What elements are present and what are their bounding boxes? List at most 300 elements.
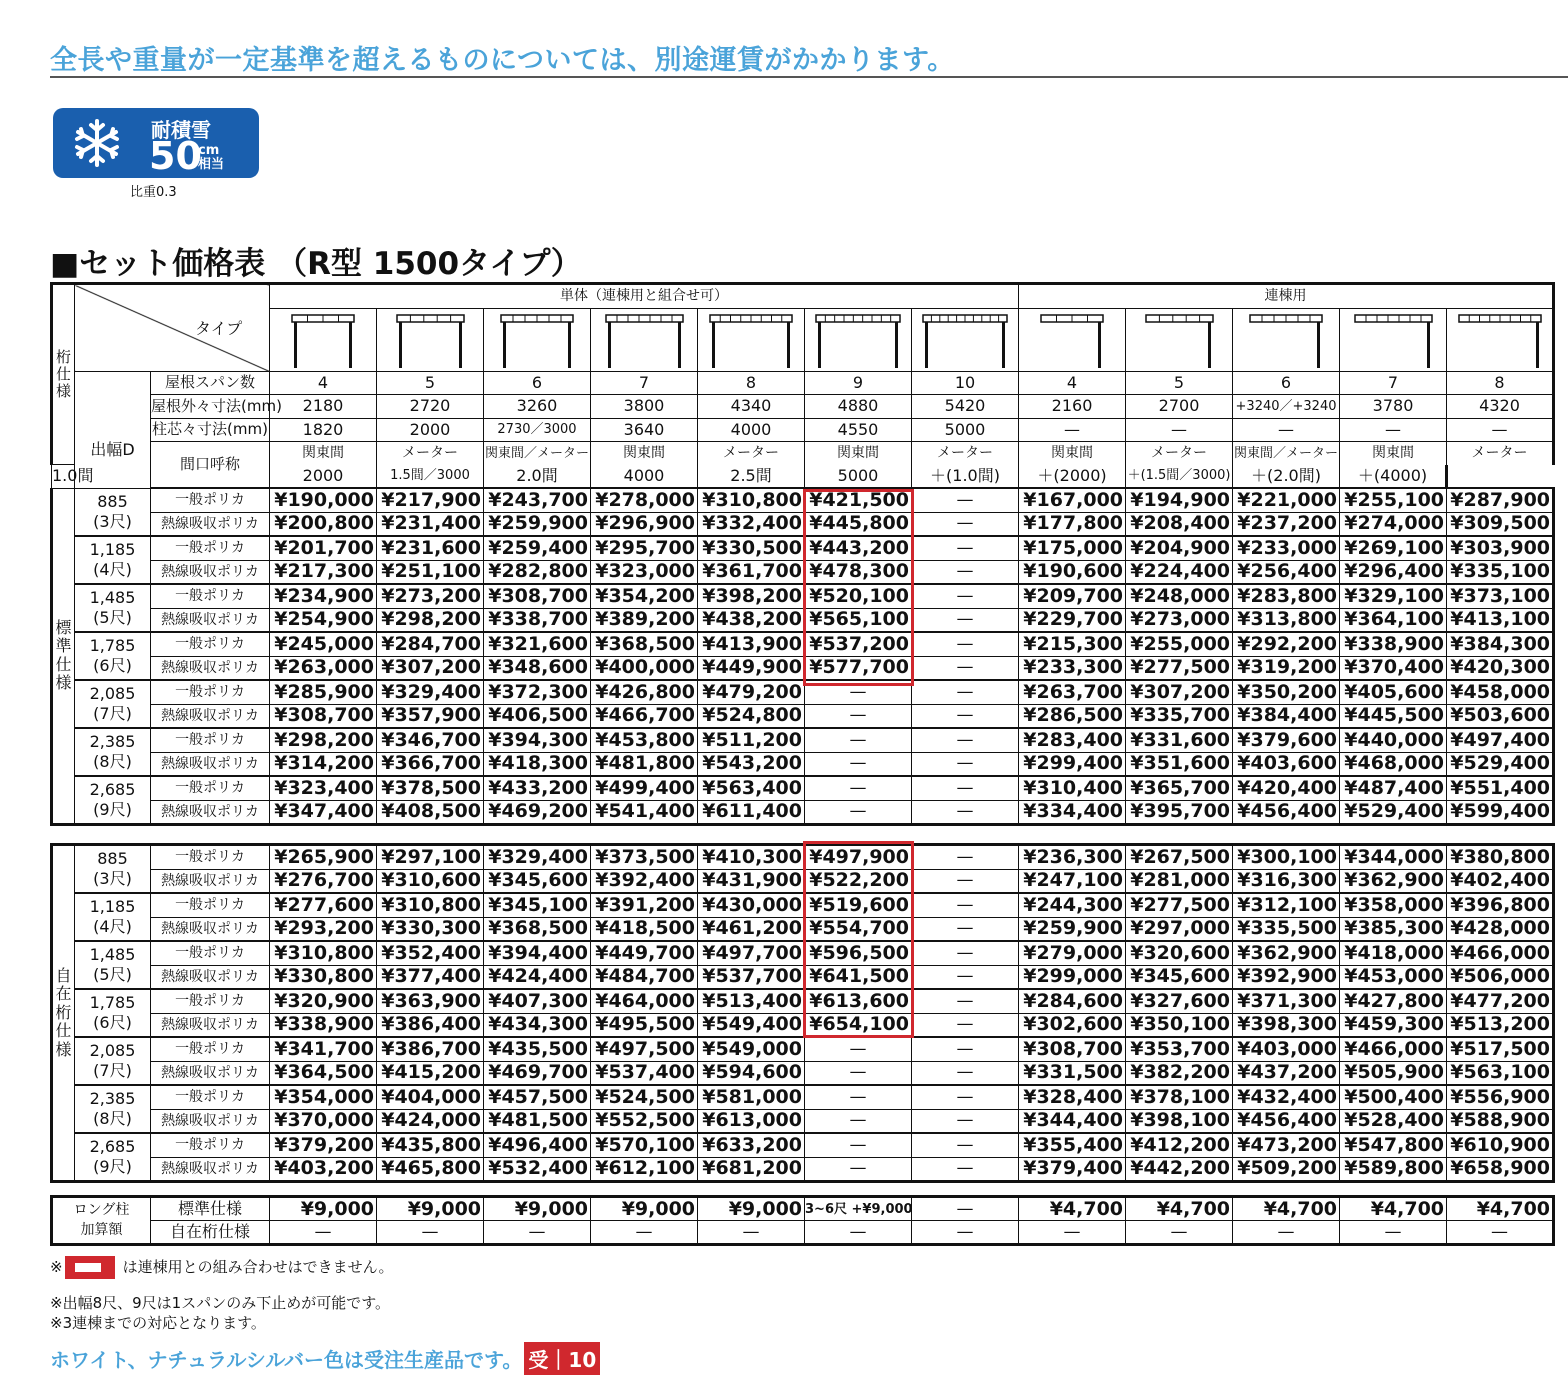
price-cell: ¥379,400 — [1019, 1157, 1126, 1182]
material-label: 一般ポリカ — [151, 776, 270, 800]
empty-cell: — — [805, 1061, 912, 1085]
empty-cell: — — [912, 845, 1019, 870]
price-cell: ¥298,200 — [270, 728, 377, 752]
price-cell: ¥506,000 — [1447, 965, 1554, 989]
header-value: 5000 — [912, 418, 1019, 442]
price-cell: ¥449,700 — [591, 941, 698, 965]
price-cell: ¥529,400 — [1447, 752, 1554, 776]
price-cell: ¥443,200 — [805, 536, 912, 560]
price-cell: ¥570,100 — [591, 1133, 698, 1157]
table-row — [52, 752, 1554, 776]
price-cell: ¥513,400 — [698, 989, 805, 1013]
price-cell: ¥335,500 — [1233, 917, 1340, 941]
price-cell: ¥370,000 — [270, 1109, 377, 1133]
price-cell: ¥338,900 — [270, 1013, 377, 1037]
price-cell: ¥420,400 — [1233, 776, 1340, 800]
price-cell: ¥421,500 — [805, 488, 912, 512]
price-cell: ¥552,500 — [591, 1109, 698, 1133]
price-cell: ¥495,500 — [591, 1013, 698, 1037]
price-cell: ¥320,600 — [1126, 941, 1233, 965]
material-label: 一般ポリカ — [151, 1085, 270, 1109]
price-cell: ¥231,400 — [377, 512, 484, 536]
price-cell: ¥308,700 — [1019, 1037, 1126, 1061]
header-value: 2000 — [377, 418, 484, 442]
empty-cell: — — [805, 1085, 912, 1109]
price-cell: ¥338,900 — [1340, 632, 1447, 656]
price-cell: ¥529,400 — [1340, 800, 1447, 825]
price-cell: ¥581,000 — [698, 1085, 805, 1109]
price-cell: ¥279,000 — [1019, 941, 1126, 965]
material-label: 熱線吸収ポリカ — [151, 965, 270, 989]
price-cell: ¥453,000 — [1340, 965, 1447, 989]
header-value: 3640 — [591, 418, 698, 442]
price-cell: ¥402,400 — [1447, 869, 1554, 893]
header-value: 4880 — [805, 395, 912, 419]
type-icon — [270, 308, 377, 371]
type-icon — [1233, 308, 1340, 371]
header-value: +3240／+3240 — [1233, 395, 1340, 419]
price-cell: ¥344,400 — [1019, 1109, 1126, 1133]
empty-cell: — — [912, 776, 1019, 800]
price-cell: ¥415,200 — [377, 1061, 484, 1085]
header-value: — — [1340, 418, 1447, 442]
material-label: 熱線吸収ポリカ — [151, 1013, 270, 1037]
empty-cell: — — [1126, 1221, 1233, 1245]
price-cell: ¥281,000 — [1126, 869, 1233, 893]
red-box-legend — [65, 1256, 115, 1279]
price-cell: ¥297,000 — [1126, 917, 1233, 941]
price-cell: ¥319,200 — [1233, 656, 1340, 680]
header-value: 1820 — [270, 418, 377, 442]
price-cell: ¥200,800 — [270, 512, 377, 536]
price-cell: ¥478,300 — [805, 560, 912, 584]
price-cell: ¥247,100 — [1019, 869, 1126, 893]
price-cell: ¥469,700 — [484, 1061, 591, 1085]
material-label: 熱線吸収ポリカ — [151, 1109, 270, 1133]
price-cell: ¥224,400 — [1126, 560, 1233, 584]
price-cell: ¥368,500 — [591, 632, 698, 656]
price-cell: ¥347,400 — [270, 800, 377, 825]
empty-cell: — — [1340, 1221, 1447, 1245]
type-icon — [591, 308, 698, 371]
price-cell: ¥520,100 — [805, 584, 912, 608]
depth-size: 1,485 (5尺) — [75, 941, 151, 989]
price-cell: ¥408,500 — [377, 800, 484, 825]
price-cell: ¥4,700 — [1126, 1197, 1233, 1221]
price-cell: ¥217,900 — [377, 488, 484, 512]
frontage-bottom: 2.5間 — [698, 465, 805, 489]
price-cell: ¥297,100 — [377, 845, 484, 870]
price-cell: ¥537,400 — [591, 1061, 698, 1085]
price-cell: ¥321,600 — [484, 632, 591, 656]
price-cell: ¥424,400 — [484, 965, 591, 989]
price-cell: ¥497,500 — [591, 1037, 698, 1061]
price-cell: ¥4,700 — [1340, 1197, 1447, 1221]
frontage-top: 関東間 — [270, 442, 377, 465]
empty-cell: — — [805, 704, 912, 728]
depth-size: 2,385 (8尺) — [75, 1085, 151, 1133]
price-cell: ¥468,000 — [1340, 752, 1447, 776]
price-cell: ¥329,100 — [1340, 584, 1447, 608]
empty-cell: — — [912, 965, 1019, 989]
material-label: 一般ポリカ — [151, 728, 270, 752]
table-row — [52, 728, 1554, 752]
price-cell: ¥378,100 — [1126, 1085, 1233, 1109]
price-cell: ¥459,300 — [1340, 1013, 1447, 1037]
price-cell: ¥345,100 — [484, 893, 591, 917]
price-cell: ¥541,400 — [591, 800, 698, 825]
price-cell: ¥394,400 — [484, 941, 591, 965]
price-cell: ¥245,000 — [270, 632, 377, 656]
price-cell: ¥551,400 — [1447, 776, 1554, 800]
price-cell: ¥430,000 — [698, 893, 805, 917]
price-cell: ¥204,900 — [1126, 536, 1233, 560]
price-cell: ¥403,000 — [1233, 1037, 1340, 1061]
price-cell: ¥283,400 — [1019, 728, 1126, 752]
price-cell: ¥363,900 — [377, 989, 484, 1013]
price-cell: ¥424,000 — [377, 1109, 484, 1133]
material-label: 一般ポリカ — [151, 893, 270, 917]
price-cell: ¥509,200 — [1233, 1157, 1340, 1182]
price-cell: ¥384,400 — [1233, 704, 1340, 728]
price-cell: ¥309,500 — [1447, 512, 1554, 536]
price-cell: ¥426,800 — [591, 680, 698, 704]
price-cell: ¥277,500 — [1126, 656, 1233, 680]
snow-load-badge — [53, 108, 259, 178]
price-cell: ¥481,800 — [591, 752, 698, 776]
frontage-top: 関東間 — [1019, 442, 1126, 465]
empty-cell: — — [912, 941, 1019, 965]
price-cell: ¥420,300 — [1447, 656, 1554, 680]
type-icon — [484, 308, 591, 371]
price-cell: ¥351,600 — [1126, 752, 1233, 776]
header-value: — — [1233, 418, 1340, 442]
price-cell: ¥310,400 — [1019, 776, 1126, 800]
empty-cell: — — [484, 1221, 591, 1245]
header-value: 3800 — [591, 395, 698, 419]
empty-cell: — — [912, 869, 1019, 893]
price-cell: ¥464,000 — [591, 989, 698, 1013]
depth-size: 2,685 (9尺) — [75, 1133, 151, 1182]
type-icon — [1447, 308, 1554, 371]
price-cell: ¥323,000 — [591, 560, 698, 584]
table-row — [52, 893, 1554, 917]
price-cell: ¥310,800 — [377, 893, 484, 917]
table-row — [52, 608, 1554, 632]
empty-cell: — — [912, 1061, 1019, 1085]
empty-cell: — — [912, 893, 1019, 917]
price-cell: ¥487,400 — [1340, 776, 1447, 800]
table-row — [52, 989, 1554, 1013]
frontage-top: 関東間／メーター — [1233, 442, 1340, 465]
price-cell: ¥496,400 — [484, 1133, 591, 1157]
price-cell: ¥403,600 — [1233, 752, 1340, 776]
price-cell: ¥283,800 — [1233, 584, 1340, 608]
type-icon — [1126, 308, 1233, 371]
price-cell: ¥329,400 — [377, 680, 484, 704]
price-cell: ¥394,300 — [484, 728, 591, 752]
price-cell: ¥233,000 — [1233, 536, 1340, 560]
price-cell: ¥522,200 — [805, 869, 912, 893]
empty-cell: — — [912, 1157, 1019, 1182]
price-cell: ¥308,700 — [270, 704, 377, 728]
price-cell: ¥641,500 — [805, 965, 912, 989]
long-post-label: ロング柱 加算額 — [52, 1197, 151, 1245]
price-cell: ¥437,200 — [1233, 1061, 1340, 1085]
depth-size: 2,685 (9尺) — [75, 776, 151, 825]
price-cell: ¥346,700 — [377, 728, 484, 752]
empty-cell: — — [270, 1221, 377, 1245]
price-cell: ¥307,200 — [1126, 680, 1233, 704]
empty-cell: — — [912, 1037, 1019, 1061]
table-row — [52, 560, 1554, 584]
price-cell: ¥215,300 — [1019, 632, 1126, 656]
price-cell: ¥208,400 — [1126, 512, 1233, 536]
price-cell: ¥528,400 — [1340, 1109, 1447, 1133]
price-cell: ¥361,700 — [698, 560, 805, 584]
group-single-header: 単体（連棟用と組合せ可） — [270, 284, 1019, 309]
empty-cell: — — [1447, 1221, 1554, 1245]
price-cell: ¥611,400 — [698, 800, 805, 825]
price-cell: ¥565,100 — [805, 608, 912, 632]
price-cell: ¥433,200 — [484, 776, 591, 800]
price-cell: ¥4,700 — [1233, 1197, 1340, 1221]
price-cell: ¥427,800 — [1340, 989, 1447, 1013]
price-cell: ¥314,200 — [270, 752, 377, 776]
empty-cell: — — [805, 1109, 912, 1133]
price-cell: ¥589,800 — [1340, 1157, 1447, 1182]
price-table-free — [50, 843, 1555, 1183]
price-cell: ¥373,500 — [591, 845, 698, 870]
empty-cell: — — [912, 704, 1019, 728]
price-cell: ¥190,600 — [1019, 560, 1126, 584]
note-combination: ※ は連棟用との組み合わせはできません。 — [50, 1256, 393, 1279]
price-cell: ¥497,400 — [1447, 728, 1554, 752]
material-label: 熱線吸収ポリカ — [151, 704, 270, 728]
price-cell: ¥456,400 — [1233, 1109, 1340, 1133]
header-value: 7 — [591, 371, 698, 395]
price-cell: ¥332,400 — [698, 512, 805, 536]
order-badge: 受｜10 — [524, 1342, 600, 1375]
table-row — [52, 632, 1554, 656]
frontage-bottom: ＋(1.0間) — [912, 465, 1019, 489]
depth-size: 1,485 (5尺) — [75, 584, 151, 632]
price-cell: ¥497,900 — [805, 845, 912, 870]
table-row — [52, 845, 1554, 870]
empty-cell: — — [805, 1037, 912, 1061]
table-row — [52, 965, 1554, 989]
empty-cell: — — [912, 800, 1019, 825]
price-cell: ¥410,300 — [698, 845, 805, 870]
table-row — [52, 1221, 1554, 1245]
price-cell: ¥276,700 — [270, 869, 377, 893]
price-cell: ¥323,400 — [270, 776, 377, 800]
price-cell: ¥403,200 — [270, 1157, 377, 1182]
depth-size: 1,185 (4尺) — [75, 893, 151, 941]
price-cell: ¥457,500 — [484, 1085, 591, 1109]
empty-cell: — — [912, 488, 1019, 512]
price-cell: ¥300,100 — [1233, 845, 1340, 870]
price-cell: ¥385,300 — [1340, 917, 1447, 941]
empty-cell: — — [805, 680, 912, 704]
header-value: 7 — [1340, 371, 1447, 395]
price-cell: ¥543,200 — [698, 752, 805, 776]
empty-cell: — — [591, 1221, 698, 1245]
note-bays: ※3連棟までの対応となります。 — [50, 1314, 266, 1332]
price-cell: ¥537,200 — [805, 632, 912, 656]
price-cell: ¥296,400 — [1340, 560, 1447, 584]
price-cell: ¥338,700 — [484, 608, 591, 632]
type-icon — [1019, 308, 1126, 371]
price-cell: ¥4,700 — [1019, 1197, 1126, 1221]
price-cell: ¥517,500 — [1447, 1037, 1554, 1061]
material-label: 一般ポリカ — [151, 632, 270, 656]
price-cell: ¥327,600 — [1126, 989, 1233, 1013]
frontage-bottom: 2.0間 — [484, 465, 591, 489]
material-label: 熱線吸収ポリカ — [151, 1157, 270, 1182]
frontage-bottom: ＋(2000) — [1019, 465, 1126, 489]
header-value: 5420 — [912, 395, 1019, 419]
price-cell: ¥379,600 — [1233, 728, 1340, 752]
frontage-bottom: ＋(2.0間) — [1233, 465, 1340, 489]
price-cell: ¥537,700 — [698, 965, 805, 989]
price-cell: ¥308,700 — [484, 584, 591, 608]
type-icon — [698, 308, 805, 371]
empty-cell: — — [912, 512, 1019, 536]
snow-value: 50 — [149, 134, 202, 178]
price-cell: ¥524,500 — [591, 1085, 698, 1109]
price-cell: ¥217,300 — [270, 560, 377, 584]
price-cell: ¥532,400 — [484, 1157, 591, 1182]
price-cell: ¥310,800 — [270, 941, 377, 965]
price-cell: ¥285,900 — [270, 680, 377, 704]
frontage-top: メーター — [1126, 442, 1233, 465]
price-cell: ¥201,700 — [270, 536, 377, 560]
price-cell: ¥364,100 — [1340, 608, 1447, 632]
price-cell: ¥229,700 — [1019, 608, 1126, 632]
material-label: 熱線吸収ポリカ — [151, 656, 270, 680]
table-row — [52, 1013, 1554, 1037]
page-title: ■セット価格表 （R型 1500タイプ） — [50, 246, 582, 282]
specific-gravity-note: 比重0.3 — [130, 185, 177, 200]
price-cell: ¥613,600 — [805, 989, 912, 1013]
price-cell: ¥244,300 — [1019, 893, 1126, 917]
price-cell: ¥380,800 — [1447, 845, 1554, 870]
group-multi-header: 連棟用 — [1019, 284, 1554, 309]
price-cell: ¥382,200 — [1126, 1061, 1233, 1085]
table-row — [52, 512, 1554, 536]
empty-cell: — — [912, 560, 1019, 584]
price-cell: ¥267,500 — [1126, 845, 1233, 870]
price-cell: ¥256,400 — [1233, 560, 1340, 584]
empty-cell: — — [912, 632, 1019, 656]
price-cell: ¥405,600 — [1340, 680, 1447, 704]
price-cell: ¥167,000 — [1019, 488, 1126, 512]
snow-label: 耐積雪 — [151, 118, 211, 142]
frontage-bottom: ＋(1.5間／3000) — [1126, 465, 1233, 489]
price-cell: ¥277,600 — [270, 893, 377, 917]
table-row — [52, 941, 1554, 965]
empty-cell: — — [912, 917, 1019, 941]
price-cell: ¥358,000 — [1340, 893, 1447, 917]
material-label: 熱線吸収ポリカ — [151, 560, 270, 584]
row-label: 柱芯々寸法(mm) — [151, 418, 270, 442]
price-cell: ¥396,800 — [1447, 893, 1554, 917]
header-value: 8 — [1447, 371, 1554, 395]
price-cell: ¥391,200 — [591, 893, 698, 917]
header-value: 4550 — [805, 418, 912, 442]
price-cell: ¥681,200 — [698, 1157, 805, 1182]
frontage-bottom: 2000 — [270, 465, 377, 489]
table-row — [52, 776, 1554, 800]
price-cell: ¥353,700 — [1126, 1037, 1233, 1061]
price-cell: ¥435,800 — [377, 1133, 484, 1157]
price-cell: ¥413,100 — [1447, 608, 1554, 632]
price-cell: ¥298,200 — [377, 608, 484, 632]
price-cell: ¥599,400 — [1447, 800, 1554, 825]
price-cell: ¥357,900 — [377, 704, 484, 728]
type-icon — [805, 308, 912, 371]
frontage-top: 関東間／メーター — [484, 442, 591, 465]
price-cell: ¥392,900 — [1233, 965, 1340, 989]
price-cell: ¥286,500 — [1019, 704, 1126, 728]
price-cell: ¥613,000 — [698, 1109, 805, 1133]
row-label: 間口呼称 — [151, 442, 270, 489]
price-cell: ¥549,000 — [698, 1037, 805, 1061]
price-cell: ¥345,600 — [1126, 965, 1233, 989]
price-cell: ¥348,600 — [484, 656, 591, 680]
price-cell: ¥310,600 — [377, 869, 484, 893]
price-cell: ¥9,000 — [377, 1197, 484, 1221]
depth-size: 2,085 (7尺) — [75, 1037, 151, 1085]
header-value: — — [1126, 418, 1233, 442]
price-cell: ¥263,700 — [1019, 680, 1126, 704]
price-cell: ¥440,000 — [1340, 728, 1447, 752]
header-value: 2160 — [1019, 395, 1126, 419]
price-cell: ¥418,300 — [484, 752, 591, 776]
price-cell: ¥350,100 — [1126, 1013, 1233, 1037]
header-value: 6 — [484, 371, 591, 395]
price-cell: ¥497,700 — [698, 941, 805, 965]
price-cell: ¥547,800 — [1340, 1133, 1447, 1157]
header-value: 2180 — [270, 395, 377, 419]
price-cell: ¥221,000 — [1233, 488, 1340, 512]
table-row — [52, 1157, 1554, 1182]
table-row — [52, 680, 1554, 704]
frontage-bottom: 5000 — [805, 465, 912, 489]
price-cell: ¥352,400 — [377, 941, 484, 965]
frontage-bottom: ＋(4000) — [1340, 465, 1447, 489]
empty-cell: — — [912, 584, 1019, 608]
price-cell: ¥500,400 — [1340, 1085, 1447, 1109]
divider — [50, 76, 1568, 78]
price-cell: ¥458,000 — [1447, 680, 1554, 704]
material-label: 一般ポリカ — [151, 845, 270, 870]
price-cell: ¥549,400 — [698, 1013, 805, 1037]
price-cell: ¥295,700 — [591, 536, 698, 560]
spec-label: 標準仕様 — [151, 1197, 270, 1221]
material-label: 熱線吸収ポリカ — [151, 800, 270, 825]
price-cell: ¥407,300 — [484, 989, 591, 1013]
empty-cell: — — [912, 608, 1019, 632]
price-cell: ¥243,700 — [484, 488, 591, 512]
material-label: 熱線吸収ポリカ — [151, 608, 270, 632]
price-cell: ¥278,000 — [591, 488, 698, 512]
price-cell: ¥563,400 — [698, 776, 805, 800]
table-row — [52, 1061, 1554, 1085]
price-cell: ¥371,300 — [1233, 989, 1340, 1013]
price-cell: ¥354,000 — [270, 1085, 377, 1109]
